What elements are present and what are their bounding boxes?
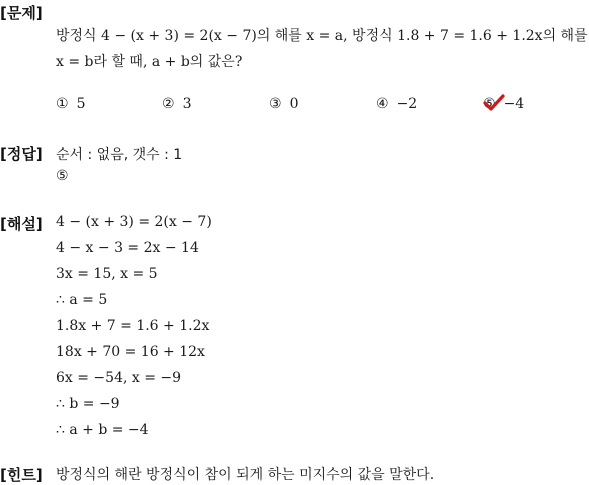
problem-line-1: 방정식 4 − (x + 3) = 2(x − 7)의 해를 x = a, 방정식 1.8 + 7 = 1.6 + 1.2x의 해를 [56, 28, 588, 44]
answer-line-2: ⑤ [56, 168, 69, 184]
choice-3-mark: ③ [269, 96, 282, 112]
problem-label: [문제] [0, 4, 43, 22]
explanation-line-2: 4 − x − 3 = 2x − 14 [56, 240, 199, 256]
explanation-line-6: 18x + 70 = 16 + 12x [56, 344, 205, 360]
choice-5-mark: ⑤ [483, 96, 496, 112]
choice-4[interactable] [376, 96, 417, 112]
choice-3[interactable] [269, 96, 298, 112]
explanation-line-8: ∴ b = −9 [56, 396, 120, 412]
explanation-label: [해설] [0, 215, 43, 233]
choice-2-value: 3 [182, 96, 192, 112]
choice-2-mark: ② [162, 96, 175, 112]
answer-label: [정답] [0, 145, 43, 163]
choice-4-mark: ④ [376, 96, 389, 112]
choice-3-value: 0 [289, 96, 299, 112]
choice-1-mark: ① [56, 96, 69, 112]
explanation-line-9: ∴ a + b = −4 [56, 422, 149, 438]
explanation-line-7: 6x = −54, x = −9 [56, 370, 182, 386]
hint-text: 방정식의 해란 방정식이 참이 되게 하는 미지수의 값을 말한다. [56, 467, 435, 483]
red-check-icon [483, 94, 505, 112]
problem-line-2: x = b라 할 때, a + b의 값은? [56, 54, 243, 70]
hint-label: [힌트] [0, 466, 43, 484]
choice-1[interactable] [56, 96, 85, 112]
explanation-line-4: ∴ a = 5 [56, 292, 108, 308]
explanation-line-5: 1.8x + 7 = 1.6 + 1.2x [56, 318, 210, 334]
choice-1-value: 5 [76, 96, 86, 112]
explanation-line-1: 4 − (x + 3) = 2(x − 7) [56, 214, 212, 230]
choice-2[interactable] [162, 96, 191, 112]
answer-line-1: 순서 : 없음, 갯수 : 1 [56, 147, 183, 163]
choice-4-value: −2 [396, 96, 418, 112]
explanation-line-3: 3x = 15, x = 5 [56, 266, 158, 282]
choice-5-value: −4 [503, 96, 525, 112]
